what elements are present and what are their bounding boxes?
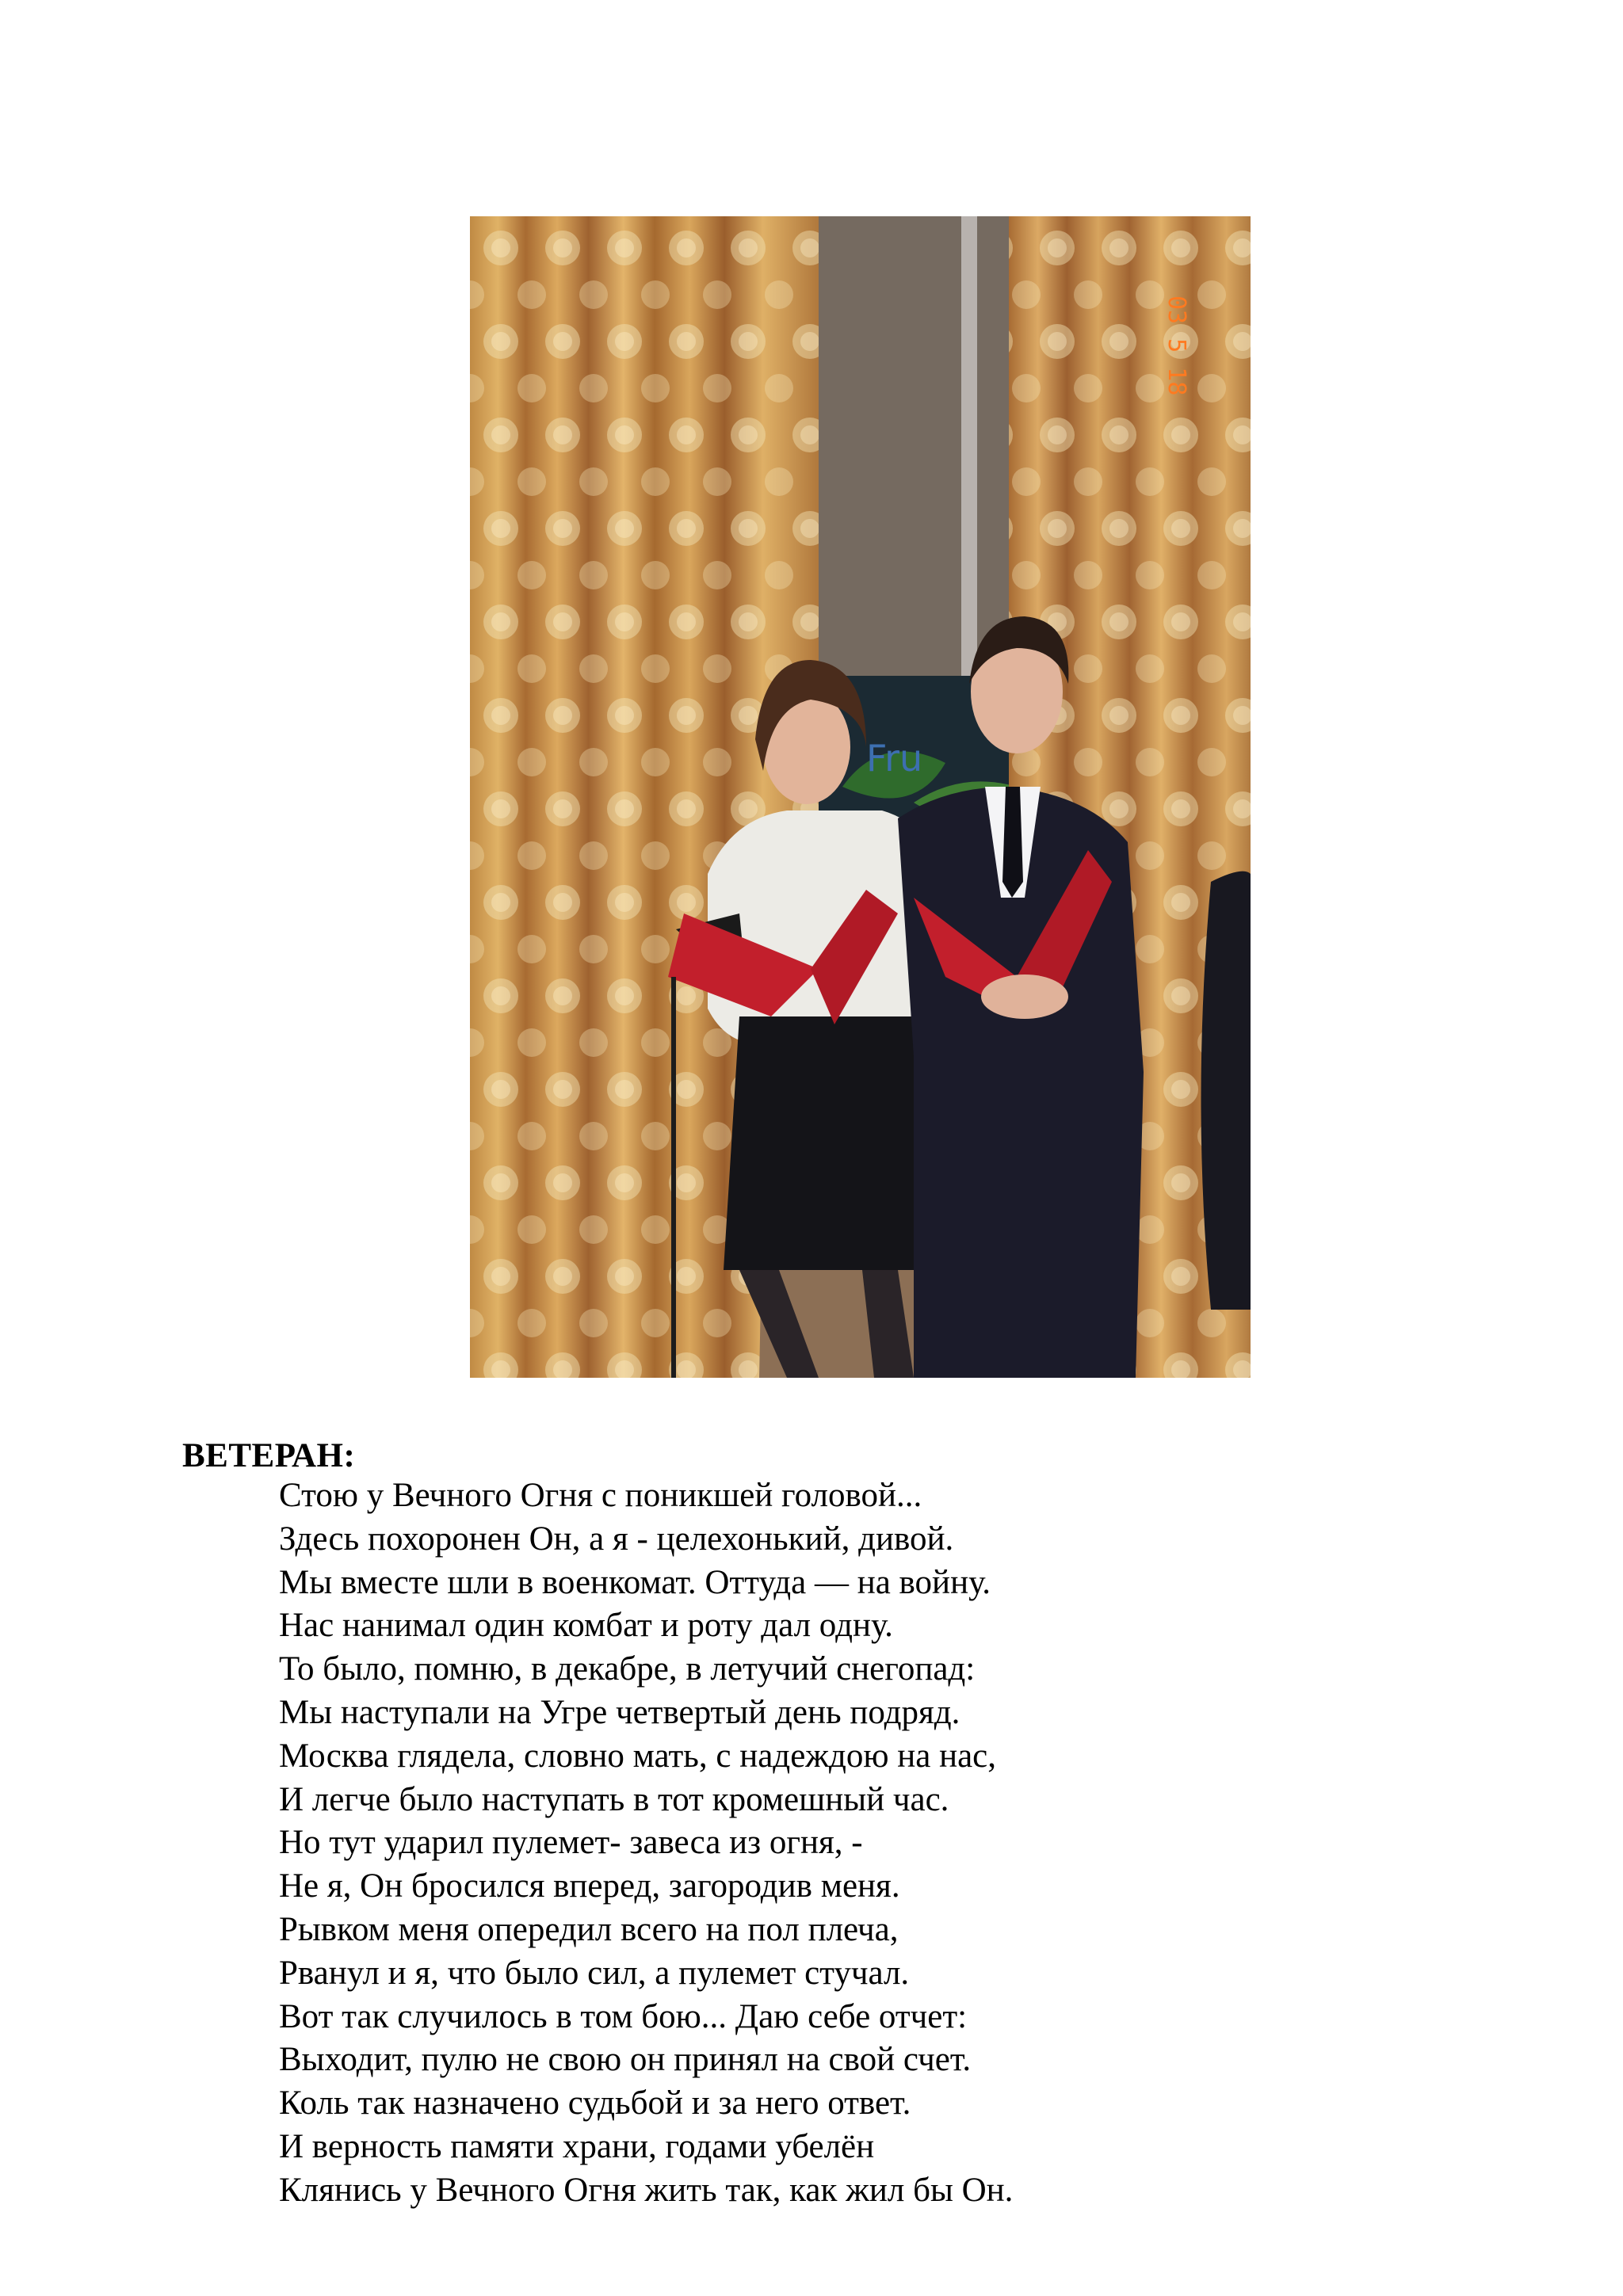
poem-line: И верность памяти храни, годами убелён bbox=[279, 2127, 875, 2165]
poem-line: Коль так назначено судьбой и за него ответ. bbox=[279, 2084, 911, 2122]
poem-line: Вот так случилось в том бою... Даю себе отчет: bbox=[279, 1997, 968, 2035]
poem-line: То было, помню, в декабре, в летучий снегопад: bbox=[279, 1650, 976, 1688]
poem-line: Мы наступали на Угре четвертый день подряд. bbox=[279, 1693, 960, 1731]
stage-photo-image bbox=[470, 216, 1251, 1378]
svg-text:03 5 18: 03 5 18 bbox=[1163, 296, 1190, 396]
poem-line: Мы вместе шли в военкомат. Оттуда — на войну. bbox=[279, 1563, 991, 1601]
stage-photo bbox=[470, 216, 1251, 1378]
poem-line: Нас нанимал один комбат и роту дал одну. bbox=[279, 1607, 893, 1645]
poem-line: Рывком меня опередил всего на пол плеча, bbox=[279, 1910, 899, 1948]
poem-line: И легче было наступать в тот кромешный час. bbox=[279, 1780, 949, 1818]
poem-line: Рванул и я, что было сил, а пулемет стучал. bbox=[279, 1954, 910, 1992]
poem-line: Выходит, пулю не свою он принял на свой счет. bbox=[279, 2041, 972, 2079]
poem-line: Клянись у Вечного Огня жить так, как жил бы Он. bbox=[279, 2171, 1014, 2209]
poem-line: Но тут ударил пулемет- завеса из огня, - bbox=[279, 1824, 863, 1862]
poem-text bbox=[279, 1474, 1547, 2213]
poem-line: Стою у Вечного Огня с поникшей головой... bbox=[279, 1477, 922, 1514]
poem-line: Здесь похоронен Он, а я - целехонький, дивой. bbox=[279, 1520, 954, 1558]
poem-line: Москва глядела, словно мать, с надеждою на нас, bbox=[279, 1737, 997, 1775]
speaker-label: ВЕТЕРАН: bbox=[182, 1437, 356, 1474]
poem-line: Не я, Он бросился вперед, загородив меня. bbox=[279, 1867, 900, 1905]
svg-text:Fru: Fru bbox=[866, 737, 923, 780]
